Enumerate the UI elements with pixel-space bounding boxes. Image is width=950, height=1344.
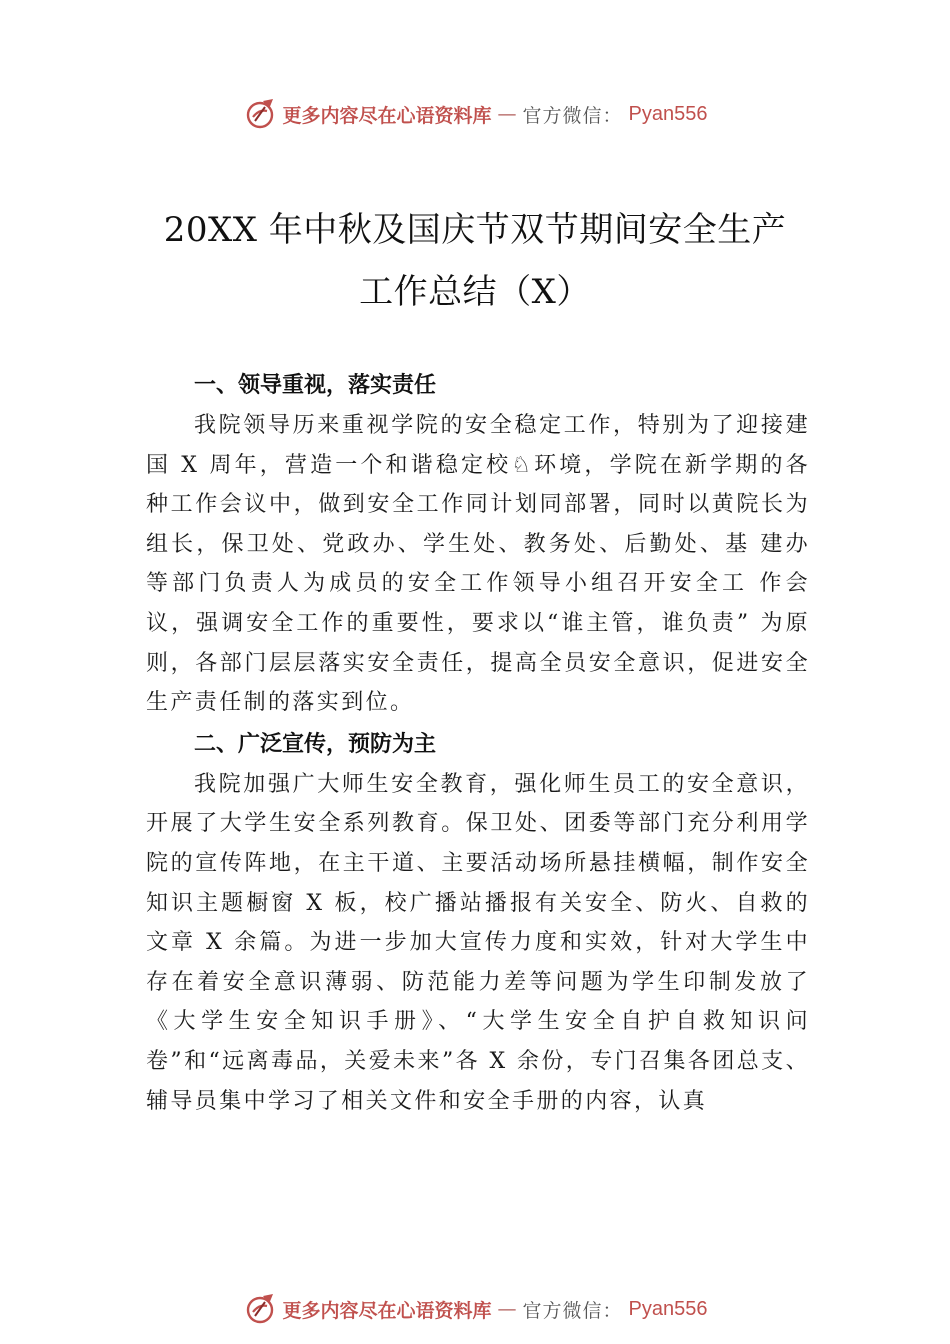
document-body — [146, 366, 810, 1121]
watermark-wechat-id: Pyan556 — [628, 1297, 708, 1320]
header-watermark — [0, 94, 950, 134]
section-heading-1: 一、领导重视，落实责任 — [194, 373, 437, 398]
watermark-wechat-label: 官方微信： — [522, 104, 623, 127]
section-heading-2: 二、广泛宣传，预防为主 — [194, 731, 437, 757]
pen-seal-logo-icon — [243, 1292, 277, 1326]
watermark-separator: — — [497, 103, 517, 125]
document-title-line-1: 20XX 年中秋及国庆节双节期间安全生产 — [163, 210, 787, 250]
pen-seal-logo-icon — [243, 97, 277, 131]
watermark-main-text: 更多内容尽在心语资料库 — [282, 104, 492, 127]
watermark-wechat-id: Pyan556 — [628, 102, 708, 125]
section-paragraph-2: 我院加强广大师生安全教育，强化师生员工的安全意识，开展了大学生安全系列教育。保卫处、团委等部门充分利用学院的宣传阵地，在主干道、主要活动场所悬挂横幅，制作安全知识主题橱窗 X 板，校广播站播报有关安全、防火、自救的文章 X 余篇。为进一步加大宣传力度和实效，针对大学生中存在着安全意识薄弱、防范能力差等问题为学生印制发放了《大学生安全知识手册》、“大学生安全自护自救知识问卷”和“远离毒品，关爱未来”各 X 余份，专门召集各团总支、辅导员集中学习了相关文件和安全手册的内容，认真 — [146, 771, 810, 1114]
watermark-separator: — — [497, 1298, 517, 1320]
section-paragraph-1: 我院领导历来重视学院的安全稳定工作，特别为了迎接建国 X 周年，营造一个和谐稳定校♘环境，学院在新学期的各种工作会议中，做到安全工作同计划同部署，同时以黄院长为组长，保卫处、党政办、学生处、教务处、后勤处、基 建办等部门负责人为成员的安全工作领导小组召开安全工 作会议，强调安全工作的重要性，要求以“谁主管，谁负责” 为原则，各部门层层落实安全责任，提高全员安全意识，促进安全生产责任制的落实到位。 — [146, 413, 810, 716]
watermark-main-text: 更多内容尽在心语资料库 — [282, 1299, 492, 1322]
document-title-line-2: 工作总结（X） — [359, 272, 591, 312]
watermark-wechat-label: 官方微信： — [522, 1299, 623, 1322]
footer-watermark — [0, 1289, 950, 1329]
